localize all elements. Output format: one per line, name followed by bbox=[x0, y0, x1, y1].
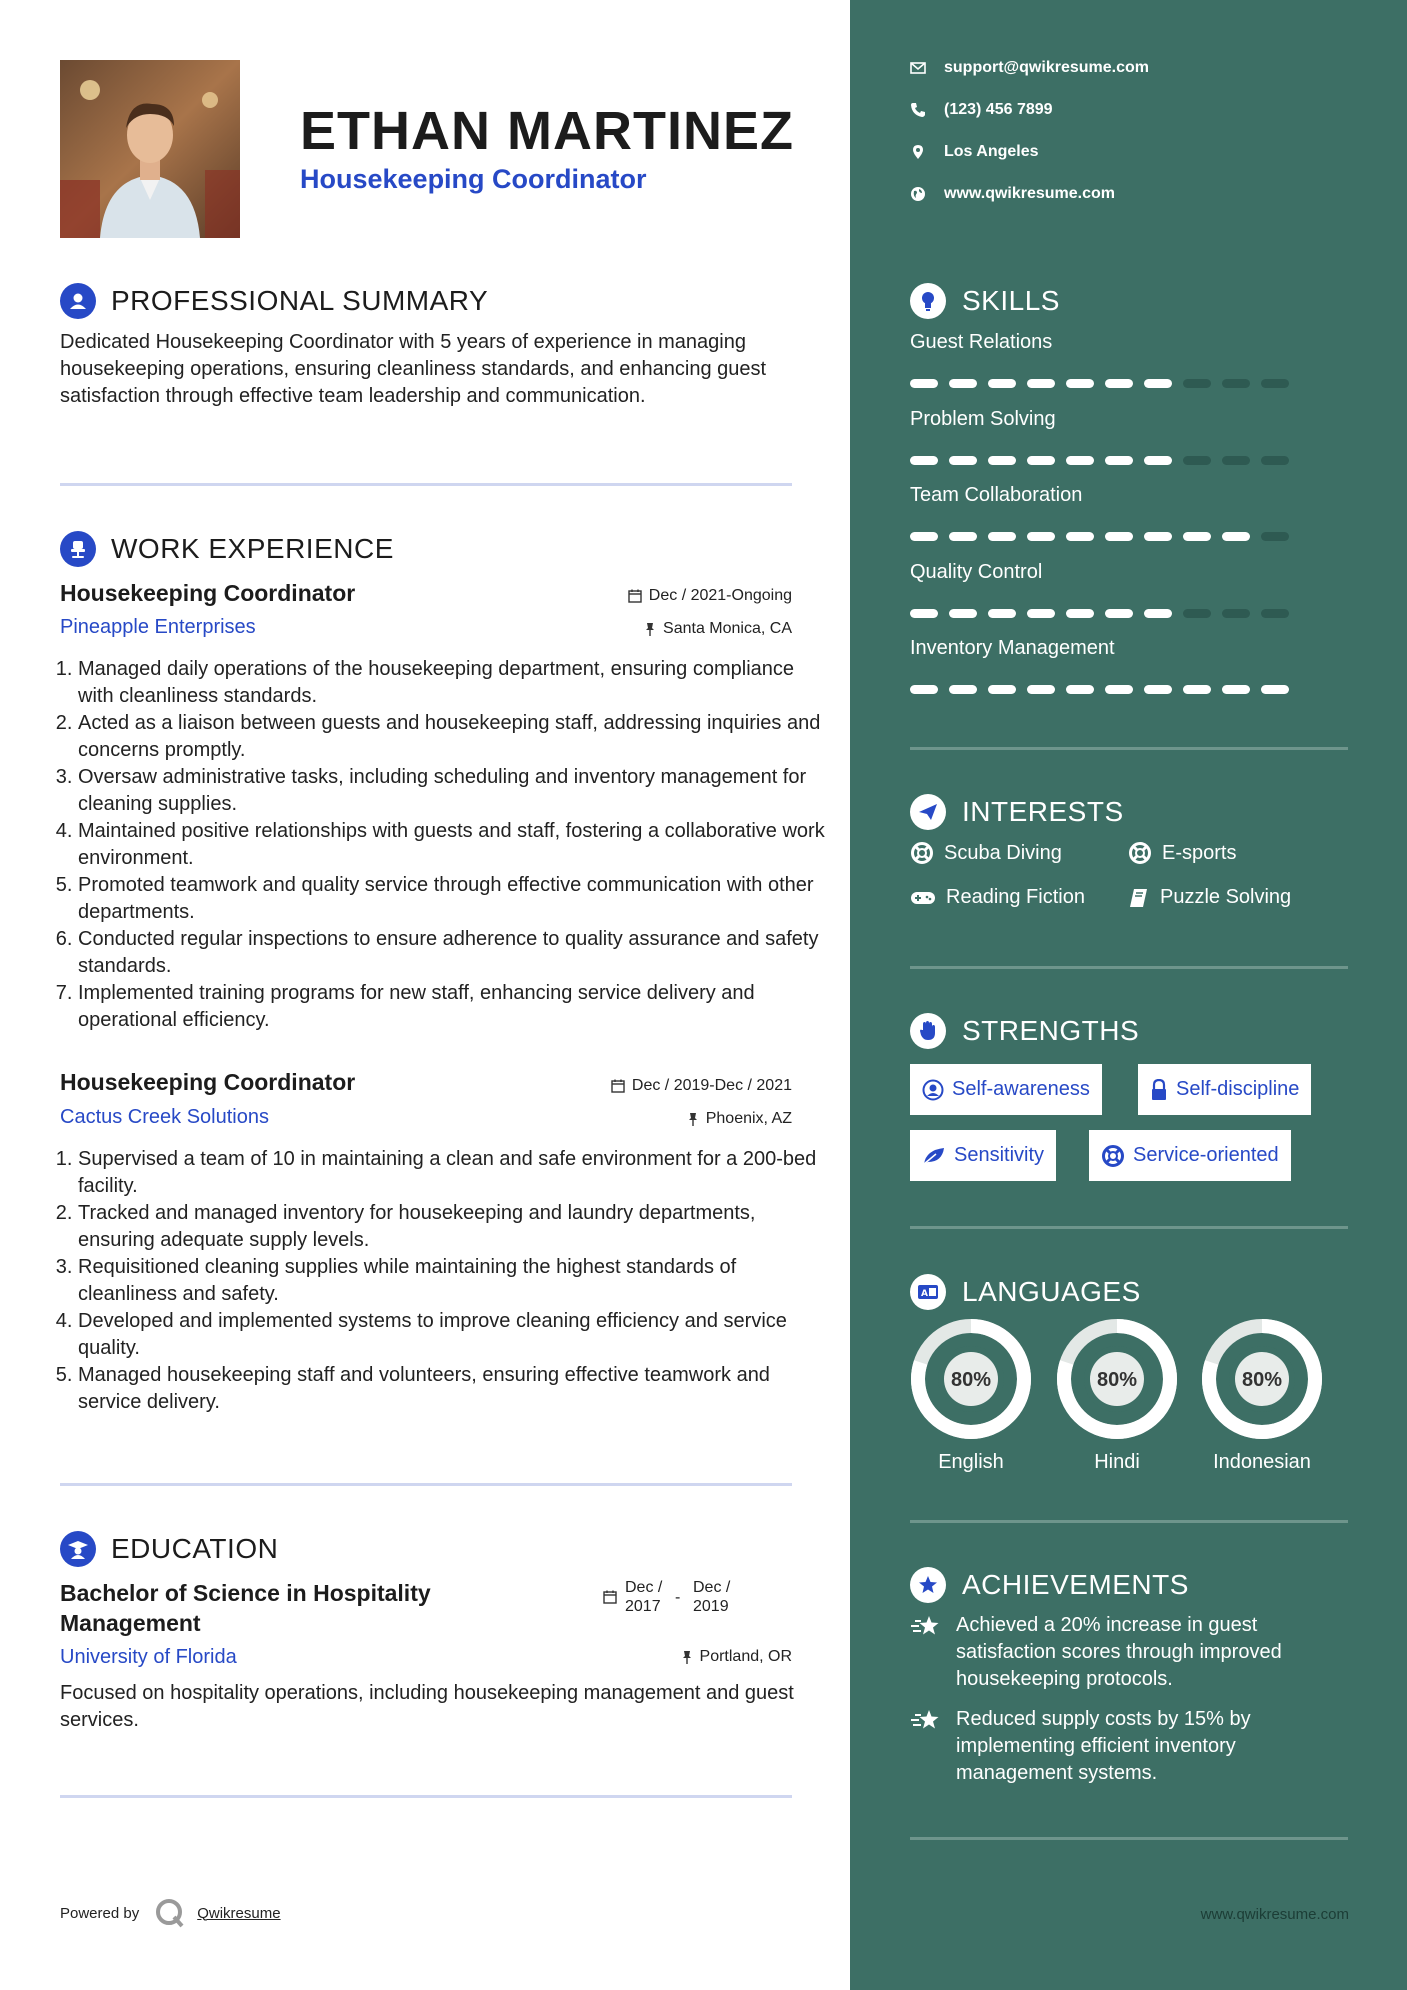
skill-segment bbox=[1027, 379, 1055, 388]
interest-item: Reading Fiction bbox=[910, 886, 1085, 909]
skill-name: Guest Relations bbox=[910, 331, 1053, 353]
skill-segment bbox=[949, 685, 977, 694]
gamepad-icon bbox=[910, 888, 936, 908]
language-ring bbox=[1056, 1318, 1178, 1440]
languages-heading: A LANGUAGES bbox=[910, 1274, 1141, 1310]
strengths-heading: STRENGTHS bbox=[910, 1013, 1139, 1049]
skill-segment bbox=[1105, 379, 1133, 388]
job-duties-list bbox=[52, 656, 828, 1034]
school-name: University of Florida bbox=[60, 1646, 237, 1668]
skill-name: Problem Solving bbox=[910, 407, 1056, 430]
list-item: 6. Conducted regular inspections to ensure adherence to quality assurance and safety standards. bbox=[78, 926, 828, 980]
strength-chip: Service-oriented bbox=[1089, 1130, 1291, 1181]
job-dates: Dec / 2021-Ongoing bbox=[628, 587, 792, 605]
skill-segment bbox=[1183, 532, 1211, 541]
lifebuoy-icon bbox=[1101, 1144, 1125, 1168]
skill-level-bar bbox=[910, 609, 1300, 618]
contact-email: support@qwikresume.com bbox=[910, 59, 1149, 77]
list-item: 4. Developed and implemented systems to improve cleaning efficiency and service quality. bbox=[78, 1308, 828, 1362]
experience-heading: WORK EXPERIENCE bbox=[60, 531, 394, 567]
company-name: Pineapple Enterprises bbox=[60, 616, 256, 638]
skill-segment bbox=[1222, 456, 1250, 465]
skill-level-bar bbox=[910, 685, 1300, 694]
book-icon bbox=[1128, 887, 1150, 909]
skill-segment bbox=[910, 685, 938, 694]
skill-segment bbox=[1222, 685, 1250, 694]
envelope-icon bbox=[910, 62, 926, 74]
contact-phone: (123) 456 7899 bbox=[910, 101, 1053, 119]
achievements-heading: ACHIEVEMENTS bbox=[910, 1567, 1189, 1603]
skill-segment bbox=[1183, 685, 1211, 694]
star-badge-icon bbox=[910, 1567, 946, 1603]
achievement-item: Reduced supply costs by 15% by implementing efficient inventory management systems. bbox=[910, 1706, 1350, 1787]
skill-segment bbox=[1066, 685, 1094, 694]
language-item bbox=[1201, 1318, 1323, 1474]
language-percent: 80% bbox=[1241, 1369, 1283, 1391]
skill-segment bbox=[1066, 609, 1094, 618]
company-name: Cactus Creek Solutions bbox=[60, 1106, 269, 1128]
skill-segment bbox=[1105, 532, 1133, 541]
skill-segment bbox=[1261, 532, 1289, 541]
skill-segment bbox=[1144, 456, 1172, 465]
education-dates: Dec / 2017 - Dec / 2019 bbox=[603, 1578, 743, 1616]
contact-website: www.qwikresume.com bbox=[910, 185, 1115, 203]
footer-website: www.qwikresume.com bbox=[1200, 1906, 1349, 1923]
list-item: 4. Maintained positive relationships with guests and staff, fostering a collaborative work environment. bbox=[78, 818, 828, 872]
list-item: 7. Implemented training programs for new staff, enhancing service delivery and operational efficiency. bbox=[78, 980, 828, 1034]
list-item: 3. Oversaw administrative tasks, including scheduling and inventory management for cleaning supplies. bbox=[78, 764, 828, 818]
interest-item: E-sports bbox=[1128, 841, 1236, 865]
skill-segment bbox=[1222, 609, 1250, 618]
lock-icon bbox=[1150, 1079, 1168, 1101]
summary-text: Dedicated Housekeeping Coordinator with 5 years of experience in managing housekeeping operations, ensuring cleanliness standards, and enhancing guest satisfaction through effective team leadership and communication. bbox=[60, 331, 767, 407]
job-duties-list bbox=[52, 1146, 828, 1416]
candidate-name: ETHAN MARTINEZ bbox=[300, 101, 794, 161]
sidebar-divider bbox=[910, 1837, 1348, 1840]
calendar-icon bbox=[628, 589, 642, 603]
skill-name: Inventory Management bbox=[910, 637, 1115, 659]
contact-location: Los Angeles bbox=[910, 143, 1039, 161]
lifebuoy-icon bbox=[910, 841, 934, 865]
powered-by: Powered by Qwikresume bbox=[60, 1896, 281, 1930]
language-ring bbox=[910, 1318, 1032, 1440]
job-location: Santa Monica, CA bbox=[644, 620, 792, 638]
skill-segment bbox=[949, 456, 977, 465]
user-circle-icon bbox=[922, 1079, 944, 1101]
skill-name: Quality Control bbox=[910, 560, 1043, 583]
language-item bbox=[1056, 1318, 1178, 1474]
raised-hand-icon bbox=[910, 1013, 946, 1049]
list-item: 1. Managed daily operations of the housekeeping department, ensuring compliance with cleanliness standards. bbox=[78, 656, 828, 710]
language-ring bbox=[1201, 1318, 1323, 1440]
skill-segment bbox=[988, 456, 1016, 465]
skill-segment bbox=[949, 379, 977, 388]
shooting-star-icon bbox=[910, 1708, 942, 1734]
skill-segment bbox=[910, 456, 938, 465]
user-icon bbox=[60, 283, 96, 319]
skill-segment bbox=[1261, 685, 1289, 694]
list-item: 3. Requisitioned cleaning supplies while maintaining the highest standards of cleanliness and safety. bbox=[78, 1254, 828, 1308]
interests-heading: INTERESTS bbox=[910, 794, 1124, 830]
language-name: Hindi bbox=[1094, 1451, 1140, 1473]
skill-segment bbox=[1222, 379, 1250, 388]
skill-segment bbox=[988, 532, 1016, 541]
lifebuoy-icon bbox=[1128, 841, 1152, 865]
sidebar-divider bbox=[910, 1226, 1348, 1229]
profile-photo bbox=[60, 60, 240, 238]
strength-chip: Self-awareness bbox=[910, 1064, 1102, 1115]
strength-chip: Self-discipline bbox=[1138, 1064, 1311, 1115]
summary-heading: PROFESSIONAL SUMMARY bbox=[60, 283, 488, 319]
skill-name: Team Collaboration bbox=[910, 484, 1083, 506]
skill-segment bbox=[1261, 456, 1289, 465]
job-title: Housekeeping Coordinator bbox=[60, 580, 356, 606]
skill-segment bbox=[1066, 456, 1094, 465]
skill-segment bbox=[1183, 456, 1211, 465]
education-location: Portland, OR bbox=[681, 1648, 792, 1666]
skill-segment bbox=[949, 532, 977, 541]
graduate-icon bbox=[60, 1531, 96, 1567]
skills-heading: SKILLS bbox=[910, 283, 1060, 319]
skill-segment bbox=[910, 379, 938, 388]
pin-icon bbox=[644, 622, 656, 636]
education-end: Dec / 2019 bbox=[693, 1579, 731, 1615]
section-divider bbox=[60, 1795, 792, 1798]
job-location: Phoenix, AZ bbox=[687, 1110, 792, 1128]
sidebar-divider bbox=[910, 966, 1348, 969]
skill-segment bbox=[1066, 532, 1094, 541]
skill-segment bbox=[1105, 609, 1133, 618]
language-percent: 80% bbox=[950, 1369, 992, 1391]
skill-segment bbox=[1183, 379, 1211, 388]
language-name: Indonesian bbox=[1213, 1451, 1311, 1473]
globe-icon bbox=[910, 186, 926, 202]
education-description: Focused on hospitality operations, including housekeeping management and guest services. bbox=[60, 1682, 794, 1731]
degree-title: Bachelor of Science in Hospitality Management bbox=[60, 1580, 431, 1636]
skill-segment bbox=[1144, 532, 1172, 541]
skill-segment bbox=[1183, 609, 1211, 618]
skill-level-bar bbox=[910, 379, 1300, 388]
job-dates: Dec / 2019-Dec / 2021 bbox=[611, 1077, 792, 1095]
pin-icon bbox=[687, 1112, 699, 1126]
map-marker-icon bbox=[910, 144, 926, 160]
skill-segment bbox=[1105, 685, 1133, 694]
education-heading: EDUCATION bbox=[60, 1531, 278, 1567]
sidebar-divider bbox=[910, 747, 1348, 750]
skill-segment bbox=[1261, 379, 1289, 388]
shooting-star-icon bbox=[910, 1614, 942, 1640]
candidate-title: Housekeeping Coordinator bbox=[300, 164, 647, 194]
paper-plane-icon bbox=[910, 794, 946, 830]
strength-chip: Sensitivity bbox=[910, 1130, 1056, 1181]
qwikresume-logo-icon bbox=[153, 1896, 187, 1930]
skill-segment bbox=[910, 609, 938, 618]
language-icon bbox=[910, 1274, 946, 1310]
sidebar-divider bbox=[910, 1520, 1348, 1523]
skill-segment bbox=[1027, 685, 1055, 694]
skill-segment bbox=[949, 609, 977, 618]
pin-icon bbox=[681, 1650, 693, 1664]
skill-segment bbox=[1066, 379, 1094, 388]
job-title: Housekeeping Coordinator bbox=[60, 1069, 356, 1095]
skill-segment bbox=[1105, 456, 1133, 465]
qwikresume-link[interactable]: Qwikresume bbox=[197, 1904, 281, 1922]
language-percent: 80% bbox=[1096, 1369, 1138, 1391]
list-item: 1. Supervised a team of 10 in maintaining a clean and safe environment for a 200-bed facility. bbox=[78, 1146, 828, 1200]
svg-text:A: A bbox=[921, 1289, 928, 1299]
skill-segment bbox=[1261, 609, 1289, 618]
interest-item: Scuba Diving bbox=[910, 841, 1062, 865]
list-item: 2. Acted as a liaison between guests and housekeeping staff, addressing inquiries and concerns promptly. bbox=[78, 710, 828, 764]
skill-segment bbox=[1027, 456, 1055, 465]
achievement-item: Achieved a 20% increase in guest satisfaction scores through improved housekeeping protocols. bbox=[910, 1612, 1350, 1693]
lightbulb-icon bbox=[910, 283, 946, 319]
interest-item: Puzzle Solving bbox=[1128, 886, 1291, 909]
calendar-icon bbox=[611, 1079, 625, 1093]
skill-segment bbox=[988, 609, 1016, 618]
skill-segment bbox=[910, 532, 938, 541]
education-start: Dec / 2017 bbox=[625, 1579, 663, 1615]
calendar-icon bbox=[603, 1590, 617, 1604]
section-divider bbox=[60, 483, 792, 486]
skill-level-bar bbox=[910, 532, 1300, 541]
list-item: 5. Managed housekeeping staff and volunteers, ensuring effective teamwork and service delivery. bbox=[78, 1362, 828, 1416]
skill-segment bbox=[988, 379, 1016, 388]
language-name: English bbox=[938, 1451, 1004, 1473]
skill-segment bbox=[988, 685, 1016, 694]
skill-segment bbox=[1222, 532, 1250, 541]
skill-segment bbox=[1027, 609, 1055, 618]
list-item: 2. Tracked and managed inventory for housekeeping and laundry departments, ensuring adequate supply levels. bbox=[78, 1200, 828, 1254]
phone-icon bbox=[910, 102, 926, 118]
skill-segment bbox=[1144, 685, 1172, 694]
skill-level-bar bbox=[910, 456, 1300, 465]
skill-segment bbox=[1027, 532, 1055, 541]
leaf-icon bbox=[922, 1146, 946, 1166]
skill-segment bbox=[1144, 379, 1172, 388]
office-chair-icon bbox=[60, 531, 96, 567]
list-item: 5. Promoted teamwork and quality service through effective communication with other departments. bbox=[78, 872, 828, 926]
language-item bbox=[910, 1318, 1032, 1474]
section-divider bbox=[60, 1483, 792, 1486]
skill-segment bbox=[1144, 609, 1172, 618]
